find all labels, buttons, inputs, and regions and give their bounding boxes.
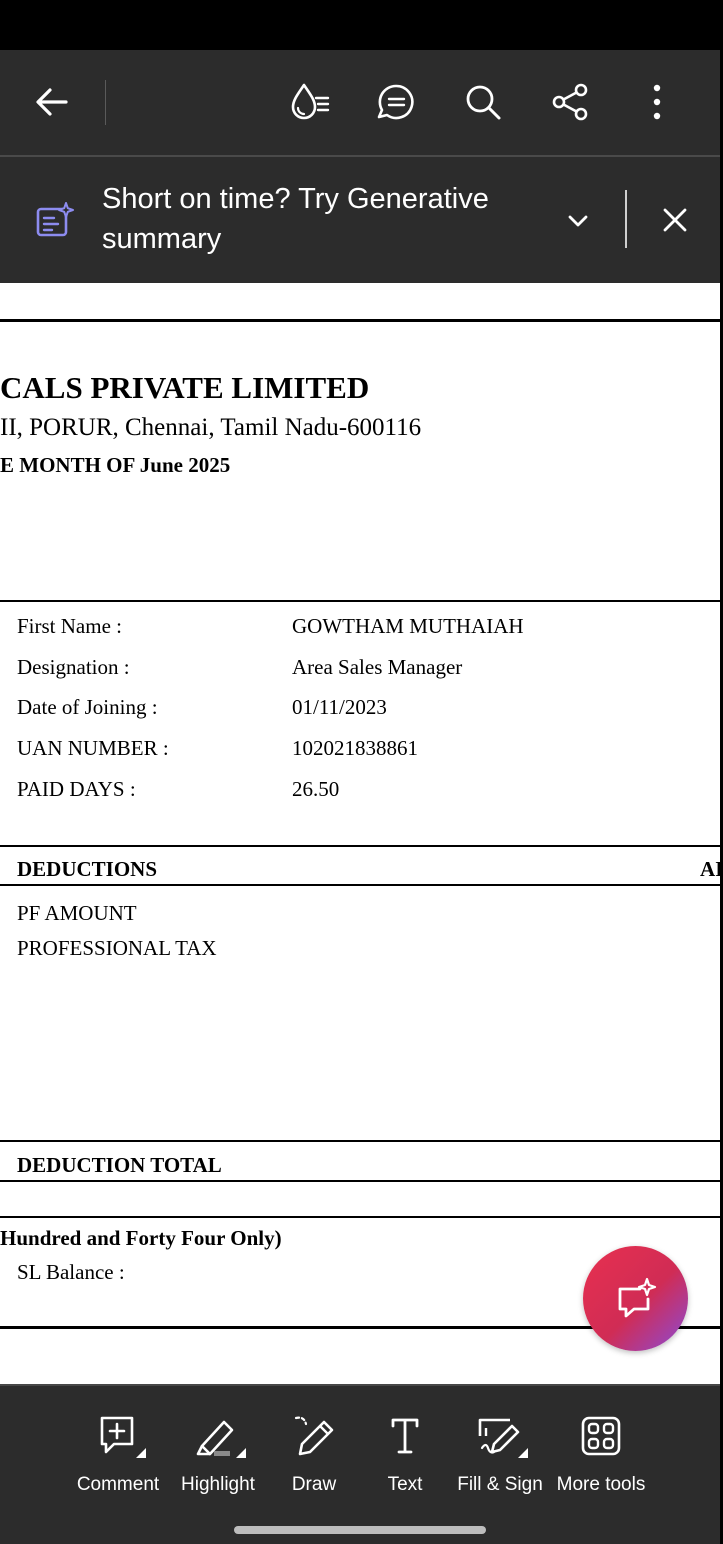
chevron-down-icon [566, 209, 590, 233]
expand-summary-button[interactable] [556, 199, 600, 243]
deduction-item: PF AMOUNT [17, 901, 137, 925]
search-icon [462, 81, 504, 123]
search-button[interactable] [453, 72, 513, 132]
banner-divider [625, 190, 627, 248]
more-vertical-icon [647, 82, 667, 122]
text-tool-icon [375, 1414, 435, 1460]
banner-text: Short on time? Try Generative summary [102, 183, 489, 255]
close-banner-button[interactable] [652, 197, 698, 243]
tool-comment[interactable] [68, 1414, 168, 1504]
toolbar-divider [105, 80, 106, 125]
company-address: II, PORUR, Chennai, Tamil Nadu-600116 [0, 414, 422, 441]
tool-highlight[interactable] [168, 1414, 268, 1504]
ai-assistant-icon [612, 1275, 660, 1323]
doc-rule [0, 1140, 720, 1142]
deduction-item: PROFESSIONAL TAX [17, 936, 217, 960]
deductions-header: DEDUCTIONS [17, 857, 158, 881]
comment-bubble-icon [374, 80, 418, 124]
top-toolbar [0, 50, 720, 155]
company-name: CALS PRIVATE LIMITED [0, 370, 370, 405]
tool-label: Text [387, 1474, 423, 1495]
detail-value: Area Sales Manager [292, 655, 463, 679]
add-comment-icon [88, 1414, 148, 1460]
doc-rule [0, 319, 720, 322]
deduction-total-label: DEDUCTION TOTAL [17, 1153, 222, 1177]
pencil-draw-icon [284, 1414, 344, 1460]
more-options-button[interactable] [627, 72, 687, 132]
detail-label: First Name : [17, 614, 122, 638]
ai-assistant-button[interactable] [583, 1246, 688, 1351]
grid-apps-icon [571, 1414, 631, 1460]
detail-label: Date of Joining : [17, 695, 158, 719]
sl-balance-label: SL Balance : [17, 1260, 125, 1284]
share-button[interactable] [540, 72, 600, 132]
fill-sign-icon [470, 1414, 530, 1460]
comments-button[interactable] [366, 72, 426, 132]
detail-label: PAID DAYS : [17, 777, 136, 801]
doc-rule [0, 884, 720, 886]
share-icon [549, 81, 591, 123]
doc-rule [0, 1216, 720, 1218]
tool-more-tools[interactable] [551, 1414, 651, 1504]
tool-label: Fill & Sign [457, 1474, 543, 1495]
generative-summary-icon [32, 201, 76, 241]
home-gesture-handle[interactable] [234, 1526, 486, 1534]
tool-label: Highlight [181, 1474, 255, 1495]
amount-header: AI [700, 857, 723, 881]
detail-value: 26.50 [292, 777, 340, 801]
detail-label: Designation : [17, 655, 130, 679]
bottom-tools-bar [0, 1384, 720, 1516]
amount-in-words: Hundred and Forty Four Only) [0, 1226, 282, 1250]
tool-label: Comment [76, 1474, 160, 1495]
tool-fill-sign[interactable] [450, 1414, 550, 1504]
detail-value: 102021838861 [292, 736, 418, 760]
doc-rule [0, 845, 720, 847]
detail-value: 01/11/2023 [292, 695, 387, 719]
detail-label: UAN NUMBER : [17, 736, 169, 760]
document-page[interactable] [0, 283, 723, 1384]
bottom-bar-separator [0, 1384, 720, 1386]
generative-summary-banner[interactable] [0, 157, 720, 283]
tool-label: Draw [291, 1474, 337, 1495]
detail-value: GOWTHAM MUTHAIAH [292, 614, 524, 638]
back-button[interactable] [22, 72, 82, 132]
liquid-mode-icon [288, 80, 332, 124]
liquid-mode-button[interactable] [280, 72, 340, 132]
arrow-left-icon [32, 82, 72, 122]
status-bar [0, 0, 720, 50]
system-nav-bar [0, 1516, 720, 1544]
highlighter-icon [188, 1414, 248, 1460]
close-icon [662, 207, 688, 233]
payslip-month: E MONTH OF June 2025 [0, 453, 231, 477]
doc-rule [0, 1180, 720, 1182]
tool-label: More tools [556, 1474, 646, 1495]
doc-rule [0, 600, 720, 602]
